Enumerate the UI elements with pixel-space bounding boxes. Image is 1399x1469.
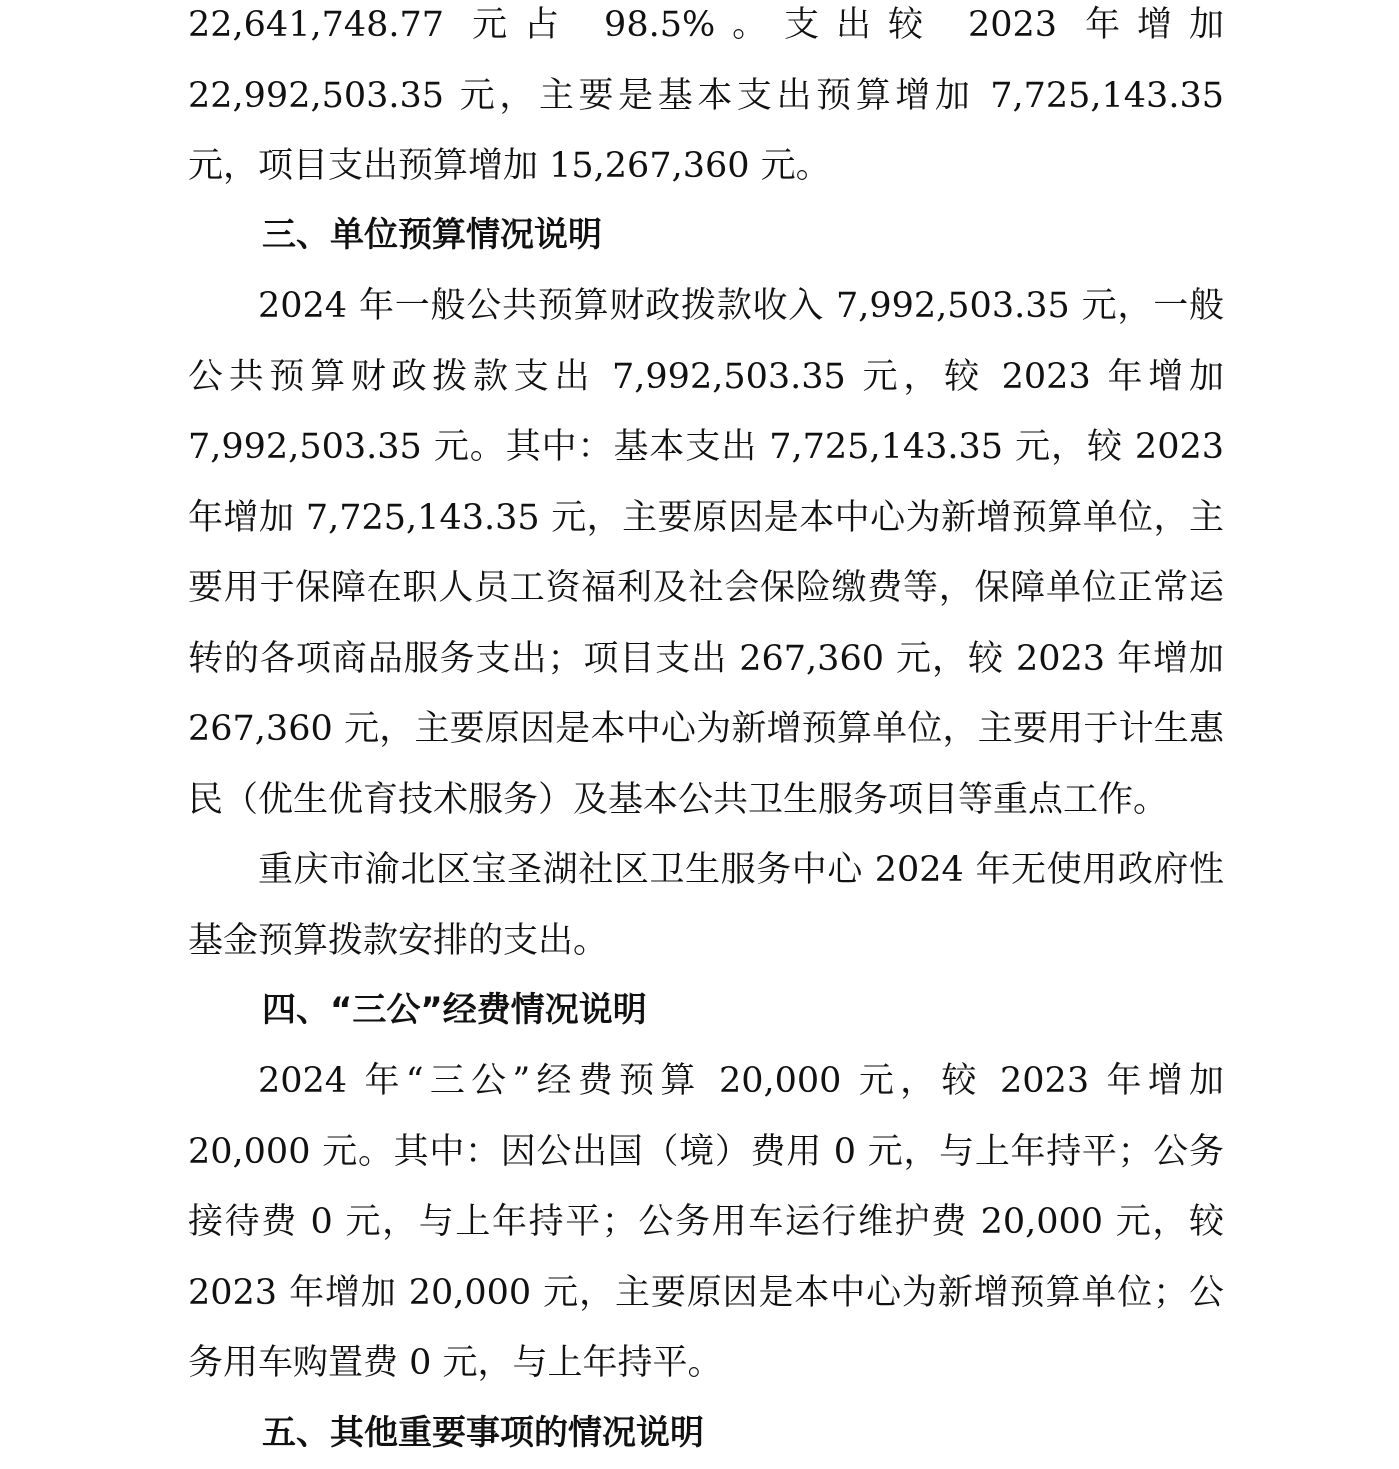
section-3-paragraph-2: 重庆市渝北区宝圣湖社区卫生服务中心 2024 年无使用政府性基金预算拨款安排的支出。: [188, 850, 1224, 961]
section-4-paragraph-1: 2024 年“三公”经费预算 20,000 元，较 2023 年增加 20,000 元。其中：因公出国（境）费用 0 元，与上年持平；公务接待费 0 元，与上年持平；公务用车运行维护费 20,000 元，较 2023 年增加 20,000 元，主要原因是本中心为新增预算单位；公务用车购置费 0 元，与上年持平。: [188, 1061, 1224, 1383]
document-page: [188, 0, 1224, 1456]
section-5-heading: 五、其他重要事项的情况说明: [262, 1413, 704, 1453]
paragraph-continued: 22,641,748.77 元占 98.5%。支出较 2023 年增加 22,992,503.35 元，主要是基本支出预算增加 7,725,143.35 元，项目支出预算增加 15,267,360 元。: [188, 5, 1224, 186]
section-3-heading: 三、单位预算情况说明: [262, 215, 602, 255]
section-4-heading: 四、“三公”经费情况说明: [262, 990, 647, 1030]
section-3-paragraph-1: 2024 年一般公共预算财政拨款收入 7,992,503.35 元，一般公共预算财政拨款支出 7,992,503.35 元，较 2023 年增加 7,992,503.35 元。其中：基本支出 7,725,143.35 元，较 2023 年增加 7,725,143.35 元，主要原因是本中心为新增预算单位，主要用于保障在职人员工资福利及社会保险缴费等，保障单位正常运转的各项商品服务支出；项目支出 267,360 元，较 2023 年增加 267,360 元，主要原因是本中心为新增预算单位，主要用于计生惠民（优生优育技术服务）及基本公共卫生服务项目等重点工作。: [188, 286, 1224, 820]
